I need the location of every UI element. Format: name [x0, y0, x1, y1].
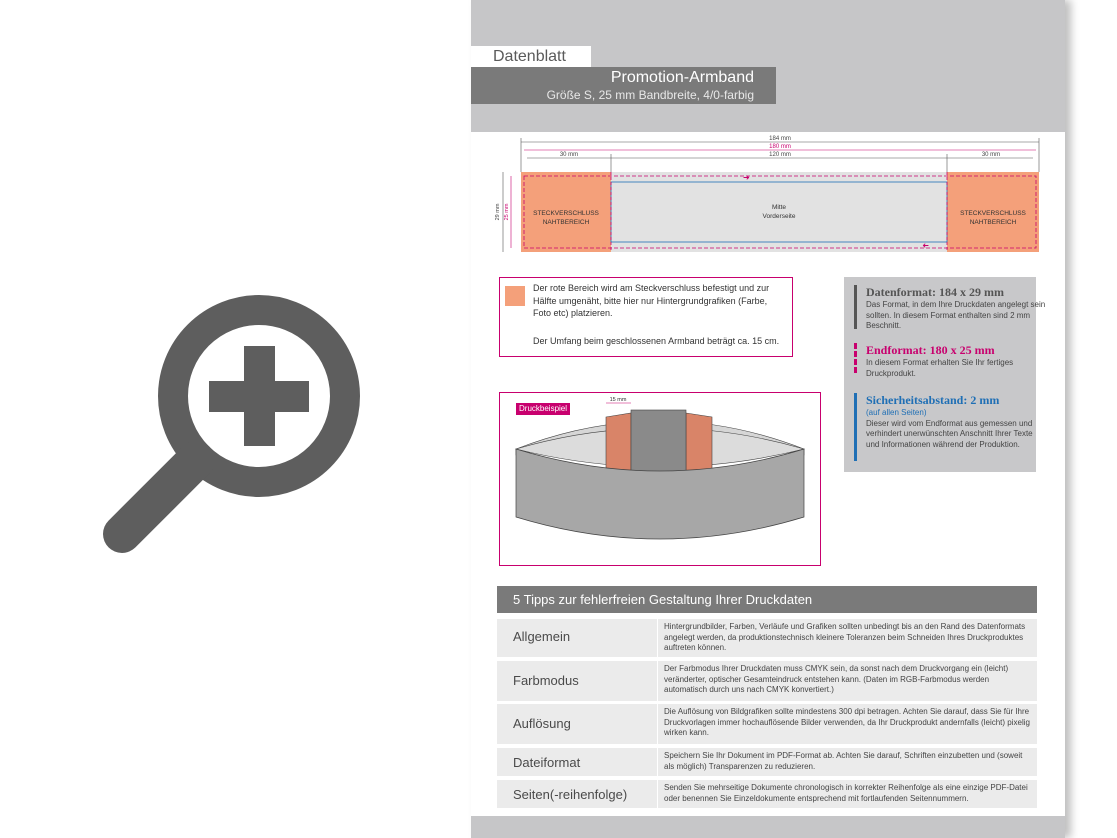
svg-text:➜: ➜ — [743, 173, 750, 182]
sicherheit-item — [852, 393, 1046, 450]
closure-info-box — [499, 277, 793, 357]
tip-label: Seiten(-reihenfolge) — [513, 787, 628, 802]
dim-end-label: 180 mm — [769, 144, 791, 150]
tip-row-allgemein — [497, 619, 1037, 657]
dim-left-label: 30 mm — [559, 152, 579, 158]
tip-label: Dateiformat — [513, 755, 581, 770]
datenformat-text: Das Format, in dem Ihre Druckdaten angelegt sein sollten. In diesem Format enthalten sind 2 mm Beschnitt. — [866, 300, 1046, 330]
circumference-text: Der Umfang beim geschlossenen Armband beträgt ca. 15 cm. — [533, 336, 780, 346]
print-example-label: Druckbeispiel — [516, 403, 570, 415]
print-example-box — [499, 392, 821, 566]
datasheet-page — [471, 0, 1065, 838]
endformat-text: In diesem Format erhalten Sie Ihr fertiges Druckprodukt. — [866, 358, 1014, 378]
tip-row-seiten — [497, 780, 1037, 808]
format-info-panel — [844, 277, 1046, 472]
dim-right-label: 30 mm — [981, 152, 1001, 158]
dim-height-end: 25 mm — [504, 203, 510, 221]
sicherheit-text: Dieser wird vom Endformat aus gemessen und verhindert unerwünschten Anschnitt Ihrer Texte und Informationen während der Produktion. — [866, 418, 1033, 449]
closure-info-text: Der rote Bereich wird am Steckverschluss befestigt und zur Hälfte umgenäht, bitte hier nur Hintergrundgrafiken (Farbe, Foto etc) platzieren. — [533, 283, 770, 318]
closure-color-swatch — [505, 286, 525, 306]
sheet-footer-band — [471, 816, 1065, 838]
endformat-item — [852, 343, 1046, 379]
tip-text: Die Auflösung von Bildgrafiken sollte mindestens 300 dpi betragen. Achten Sie darauf, dass Sie für Ihre Druckvorlagen immer hochauflösende Bilder verwenden, da Ihr Druckprodukt andernfalls (leicht) pixelig wirken kann. — [664, 707, 1030, 738]
svg-text:➜: ➜ — [922, 241, 929, 250]
tip-label: Auflösung — [513, 716, 571, 731]
tips-heading: 5 Tipps zur fehlerfreien Gestaltung Ihrer Druckdaten — [497, 586, 1037, 613]
tip-row-aufloesung — [497, 704, 1037, 744]
page-subtitle: Größe S, 25 mm Bandbreite, 4/0-farbig — [546, 88, 754, 102]
tip-text: Hintergrundbilder, Farben, Verläufe und Grafiken sollten unbedingt bis an den Rand des Datenformats angelegt werden, da produktionstechnisch kleinere Toleranzen beim Schneiden Ihres Druckproduktes auftreten können. — [664, 622, 1026, 653]
sicherheit-sub: (auf allen Seiten) — [866, 408, 927, 417]
left-zone-line2: NAHTBEREICH — [542, 219, 590, 226]
tip-row-dateiformat — [497, 748, 1037, 776]
tip-text: Senden Sie mehrseitige Dokumente chronologisch in korrekter Reihenfolge als eine einzige PDF-Datei oder benennen Sie Einzeldokumente entsprechend mit fortlaufenden Seitennummern. — [664, 783, 1028, 803]
zoom-in-icon[interactable] — [100, 290, 365, 555]
dim-total-label: 184 mm — [769, 136, 791, 142]
right-zone-line2: NAHTBEREICH — [969, 219, 1017, 226]
dim-height-total: 29 mm — [495, 203, 501, 221]
layout-diagram — [491, 132, 1051, 262]
center-line2: Vorderseite — [762, 213, 796, 220]
tip-text: Der Farbmodus Ihrer Druckdaten muss CMYK sein, da sonst nach dem Druckvorgang ein (leicht) veränderter, optischer Gesamteindruck entstehen kann. (Daten im RGB-Farbmodus werden automatisch durch uns nach CMYK konvertiert.) — [664, 664, 1009, 695]
dim-center-label: 120 mm — [769, 152, 791, 158]
datenformat-item — [852, 285, 1046, 332]
doc-label: Datenblatt — [471, 46, 591, 68]
datenformat-title: Datenformat: 184 x 29 mm — [866, 285, 1004, 299]
example-dim-label: 15 mm — [609, 397, 627, 403]
tip-text: Speichern Sie Ihr Dokument im PDF-Format ab. Achten Sie darauf, Schriften einzubetten und (soweit als möglich) Transparenzen zu reduzieren. — [664, 751, 1023, 771]
tip-label: Allgemein — [513, 629, 571, 644]
tip-label: Farbmodus — [513, 673, 579, 688]
endformat-title: Endformat: 180 x 25 mm — [866, 343, 995, 357]
center-line1: Mitte — [771, 204, 787, 211]
tip-row-farbmodus — [497, 661, 1037, 701]
left-zone-line1: STECKVERSCHLUSS — [533, 210, 599, 217]
right-zone-line1: STECKVERSCHLUSS — [960, 210, 1026, 217]
bracelet-illustration — [500, 393, 820, 565]
page-title: Promotion-Armband — [610, 69, 754, 86]
title-bar — [471, 67, 776, 104]
sicherheit-title: Sicherheitsabstand: 2 mm — [866, 393, 1000, 407]
